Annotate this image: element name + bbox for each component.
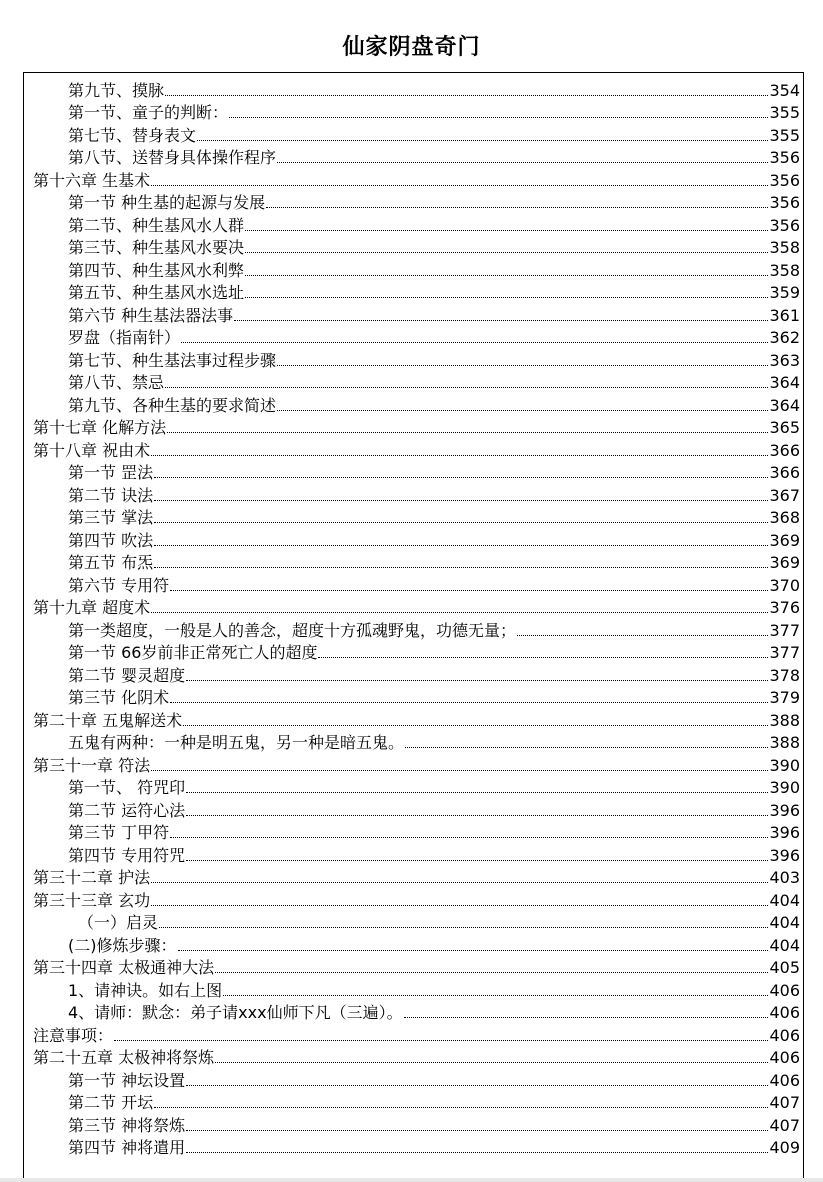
toc-entry-page-number: 407 [769, 1115, 800, 1135]
toc-entry-title: 第一节、 符咒印 [68, 778, 186, 797]
toc-entry-title: 第四节、种生基风水利弊 [68, 260, 245, 280]
toc-entry-page-number: 404 [769, 935, 800, 955]
toc-entry-title: 第五节 布炁 [68, 553, 154, 572]
toc-entry[interactable] [24, 303, 805, 326]
toc-entry-title: 第十八章 祝由术 [33, 440, 151, 460]
toc-entry-title: 第四节 专用符咒 [68, 845, 186, 865]
toc-entry[interactable] [24, 1136, 805, 1159]
toc-entry-page-number: 369 [769, 530, 800, 550]
toc-entry-title: 第三节、种生基风水要决 [68, 238, 245, 257]
toc-entry[interactable] [24, 641, 805, 664]
toc-entry[interactable] [24, 821, 805, 844]
toc-entry-page-number: 356 [769, 193, 800, 212]
dot-leader [170, 589, 768, 591]
toc-entry-title: 第七节、种生基法事过程步骤 [68, 350, 277, 370]
dot-leader [197, 139, 768, 141]
toc-entry-page-number: 366 [769, 463, 800, 482]
toc-entry-title: 第一类超度，一般是人的善念，超度十方孤魂野鬼，功德无量； [68, 620, 517, 640]
toc-entry-page-number: 377 [769, 620, 800, 640]
toc-entry[interactable] [24, 416, 805, 439]
dot-leader [186, 679, 768, 681]
toc-entry-title: 4、请师：默念：弟子请xxx仙师下凡（三遍）。 [68, 1003, 403, 1022]
toc-entry-page-number: 356 [769, 215, 800, 235]
toc-entry[interactable] [24, 438, 805, 461]
dot-leader [245, 251, 768, 253]
toc-entry-title: 第一节 神坛设置 [68, 1070, 186, 1090]
toc-entry-page-number: 407 [769, 1093, 800, 1112]
dot-leader [154, 1106, 768, 1108]
toc-entry[interactable] [24, 933, 805, 956]
dot-leader [114, 1039, 768, 1041]
dot-leader [234, 319, 768, 321]
toc-entry[interactable] [24, 1113, 805, 1136]
toc-entry-page-number: 396 [769, 845, 800, 865]
toc-entry-page-number: 406 [769, 1048, 800, 1067]
toc-entry-title: 罗盘（指南针） [68, 328, 181, 347]
toc-entry-title: 第三十三章 玄功 [33, 890, 151, 910]
dot-leader [215, 1061, 768, 1063]
toc-entry[interactable] [24, 866, 805, 889]
toc-entry-title: 第二节 运符心法 [68, 800, 186, 820]
dot-leader [186, 1084, 768, 1086]
dot-leader [151, 454, 768, 456]
dot-leader [183, 724, 768, 726]
toc-entry-page-number: 409 [769, 1138, 800, 1157]
toc-entry-page-number: 404 [769, 913, 800, 932]
table-of-contents [23, 72, 804, 1182]
toc-entry-page-number: 355 [769, 125, 800, 145]
toc-entry-title: 第三十二章 护法 [33, 868, 151, 887]
toc-entry-title: 第四节 神将遣用 [68, 1138, 186, 1157]
toc-entry-page-number: 405 [769, 958, 800, 977]
dot-leader [151, 881, 768, 883]
toc-entry-title: 第七节、替身表文 [68, 125, 197, 145]
dot-leader [178, 949, 769, 951]
toc-entry[interactable] [24, 618, 805, 641]
document-title: 仙家阴盘奇门 [342, 35, 481, 60]
dot-leader [186, 1151, 768, 1153]
toc-entry-title: 第四节 吹法 [68, 530, 154, 550]
toc-entry[interactable] [24, 798, 805, 821]
toc-entry[interactable] [24, 686, 805, 709]
toc-entry-page-number: 362 [769, 328, 800, 347]
toc-entry-title: 第九节、摸脉 [68, 80, 165, 100]
toc-entry[interactable] [24, 708, 805, 731]
toc-entry[interactable] [24, 573, 805, 596]
toc-entry[interactable] [24, 123, 805, 146]
toc-entry[interactable] [24, 1046, 805, 1069]
toc-entry-page-number: 390 [769, 755, 800, 775]
toc-entry[interactable] [24, 978, 805, 1001]
toc-entry-title: 第十六章 生基术 [33, 170, 151, 190]
toc-entry[interactable] [24, 168, 805, 191]
dot-leader [151, 184, 768, 186]
toc-entry-title: 第十九章 超度术 [33, 598, 151, 617]
dot-leader [277, 409, 768, 411]
toc-entry-page-number: 364 [769, 395, 800, 415]
dot-leader [245, 229, 768, 231]
toc-entry-title: 第八节、禁忌 [68, 373, 165, 392]
toc-entry-title: 第三十四章 太极通神大法 [33, 958, 215, 977]
toc-entry[interactable] [24, 1023, 805, 1046]
dot-leader [154, 544, 768, 546]
toc-entry-title: 第八节、送替身具体操作程序 [68, 148, 277, 167]
toc-entry-page-number: 366 [769, 440, 800, 460]
toc-entry[interactable] [24, 236, 805, 259]
toc-entry[interactable] [24, 191, 805, 214]
page-bottom-edge [0, 1178, 823, 1182]
toc-entry[interactable] [24, 506, 805, 529]
dot-leader [277, 161, 768, 163]
dot-leader [154, 476, 768, 478]
dot-leader [165, 386, 768, 388]
toc-entry-title: 第二节 婴灵超度 [68, 665, 186, 685]
toc-entry-title: 第一节 种生基的起源与发展 [68, 193, 266, 212]
toc-entry[interactable] [24, 956, 805, 979]
toc-entry-title: 第三节 丁甲符 [68, 823, 170, 842]
dot-leader [245, 274, 768, 276]
dot-leader [170, 701, 768, 703]
toc-entry-page-number: 390 [769, 778, 800, 797]
toc-entry[interactable] [24, 281, 805, 304]
toc-entry-page-number: 396 [769, 800, 800, 820]
toc-entry-title: (二)修炼步骤： [68, 935, 177, 955]
toc-entry[interactable] [24, 528, 805, 551]
toc-entry-page-number: 376 [769, 598, 800, 617]
dot-leader [517, 634, 768, 636]
toc-entry-title: 第五节、种生基风水选址 [68, 283, 245, 302]
toc-entry[interactable] [24, 146, 805, 169]
dot-leader [186, 814, 768, 816]
dot-leader [277, 364, 768, 366]
toc-entry-title: 1、请神诀。如右上图 [68, 980, 223, 1000]
toc-entry-page-number: 364 [769, 373, 800, 392]
dot-leader [170, 836, 768, 838]
toc-entry-title: 第三十一章 符法 [33, 755, 151, 775]
toc-entry-page-number: 359 [769, 283, 800, 302]
toc-entry[interactable] [24, 663, 805, 686]
toc-entry-page-number: 358 [769, 260, 800, 280]
toc-entry-page-number: 388 [769, 710, 800, 730]
toc-entry[interactable] [24, 843, 805, 866]
toc-entry-title: 注意事项： [33, 1025, 114, 1045]
toc-entry-page-number: 396 [769, 823, 800, 842]
toc-entry-title: 第二节、种生基风水人群 [68, 215, 245, 235]
toc-entry-page-number: 406 [769, 1070, 800, 1090]
toc-entry-title: 第三节 神将祭炼 [68, 1115, 186, 1135]
toc-entry-page-number: 370 [769, 575, 800, 595]
dot-leader [405, 746, 768, 748]
toc-entry-title: （一）启灵 [78, 913, 159, 932]
toc-entry-page-number: 379 [769, 688, 800, 707]
toc-entry[interactable] [24, 213, 805, 236]
dot-leader [245, 296, 768, 298]
dot-leader [186, 791, 768, 793]
dot-leader [229, 116, 768, 118]
toc-entry-page-number: 377 [769, 643, 800, 662]
toc-entry[interactable] [24, 911, 805, 934]
toc-entry-title: 第三节 化阴术 [68, 688, 170, 707]
toc-entry-title: 第二十章 五鬼解送术 [33, 710, 183, 730]
dot-leader [151, 904, 768, 906]
toc-entry[interactable] [24, 776, 805, 799]
toc-entry[interactable] [24, 731, 805, 754]
toc-entry-page-number: 406 [769, 980, 800, 1000]
toc-entry-page-number: 361 [769, 305, 800, 325]
toc-entry-title: 第二节 开坛 [68, 1093, 154, 1112]
dot-leader [318, 656, 768, 658]
dot-leader [215, 971, 768, 973]
toc-entry[interactable] [24, 483, 805, 506]
toc-entry-title: 第一节 66岁前非正常死亡人的超度 [68, 643, 318, 662]
dot-leader [404, 1016, 769, 1018]
dot-leader [151, 769, 768, 771]
toc-entry[interactable] [24, 1091, 805, 1114]
toc-entry[interactable] [24, 371, 805, 394]
toc-entry[interactable] [24, 461, 805, 484]
toc-entry-title: 第一节 罡法 [68, 463, 154, 482]
dot-leader [223, 994, 768, 996]
toc-entry-title: 第六节 种生基法器法事 [68, 305, 234, 325]
toc-entry[interactable] [24, 101, 805, 124]
toc-entry[interactable] [24, 326, 805, 349]
toc-entry-title: 第二十五章 太极神将祭炼 [33, 1048, 215, 1067]
toc-list [24, 78, 805, 1158]
toc-entry-page-number: 406 [769, 1025, 800, 1045]
toc-entry-title: 五鬼有两种：一种是明五鬼，另一种是暗五鬼。 [68, 733, 405, 752]
toc-entry[interactable] [24, 753, 805, 776]
toc-entry-page-number: 356 [769, 148, 800, 167]
toc-entry-page-number: 368 [769, 508, 800, 527]
dot-leader [154, 521, 768, 523]
toc-entry-page-number: 406 [769, 1003, 800, 1022]
toc-entry-page-number: 358 [769, 238, 800, 257]
toc-entry-title: 第二节 诀法 [68, 485, 154, 505]
toc-entry[interactable] [24, 551, 805, 574]
toc-entry[interactable] [24, 888, 805, 911]
toc-entry-title: 第三节 掌法 [68, 508, 154, 527]
toc-entry-page-number: 356 [769, 170, 800, 190]
toc-entry-title: 第九节、各种生基的要求简述 [68, 395, 277, 415]
dot-leader [181, 341, 768, 343]
dot-leader [186, 859, 768, 861]
toc-entry-page-number: 355 [769, 103, 800, 122]
toc-entry-page-number: 388 [769, 733, 800, 752]
dot-leader [167, 431, 768, 433]
toc-entry[interactable] [24, 258, 805, 281]
toc-entry[interactable] [24, 1068, 805, 1091]
dot-leader [151, 611, 768, 613]
dot-leader [266, 206, 768, 208]
toc-entry-page-number: 369 [769, 553, 800, 572]
dot-leader [154, 566, 768, 568]
dot-leader [186, 1129, 768, 1131]
toc-entry-page-number: 403 [769, 868, 800, 887]
toc-entry-page-number: 363 [769, 350, 800, 370]
toc-entry-title: 第一节、童子的判断： [68, 103, 229, 122]
dot-leader [159, 926, 768, 928]
toc-entry[interactable] [24, 348, 805, 371]
toc-entry-page-number: 354 [769, 80, 800, 100]
toc-entry[interactable] [24, 78, 805, 101]
toc-entry[interactable] [24, 596, 805, 619]
toc-entry-page-number: 367 [769, 485, 800, 505]
toc-entry-page-number: 404 [769, 890, 800, 910]
toc-entry[interactable] [24, 1001, 805, 1024]
toc-entry[interactable] [24, 393, 805, 416]
toc-entry-title: 第十七章 化解方法 [33, 418, 167, 437]
dot-leader [165, 94, 768, 96]
dot-leader [154, 499, 768, 501]
toc-entry-title: 第六节 专用符 [68, 575, 170, 595]
toc-entry-page-number: 365 [769, 418, 800, 437]
toc-entry-page-number: 378 [769, 665, 800, 685]
